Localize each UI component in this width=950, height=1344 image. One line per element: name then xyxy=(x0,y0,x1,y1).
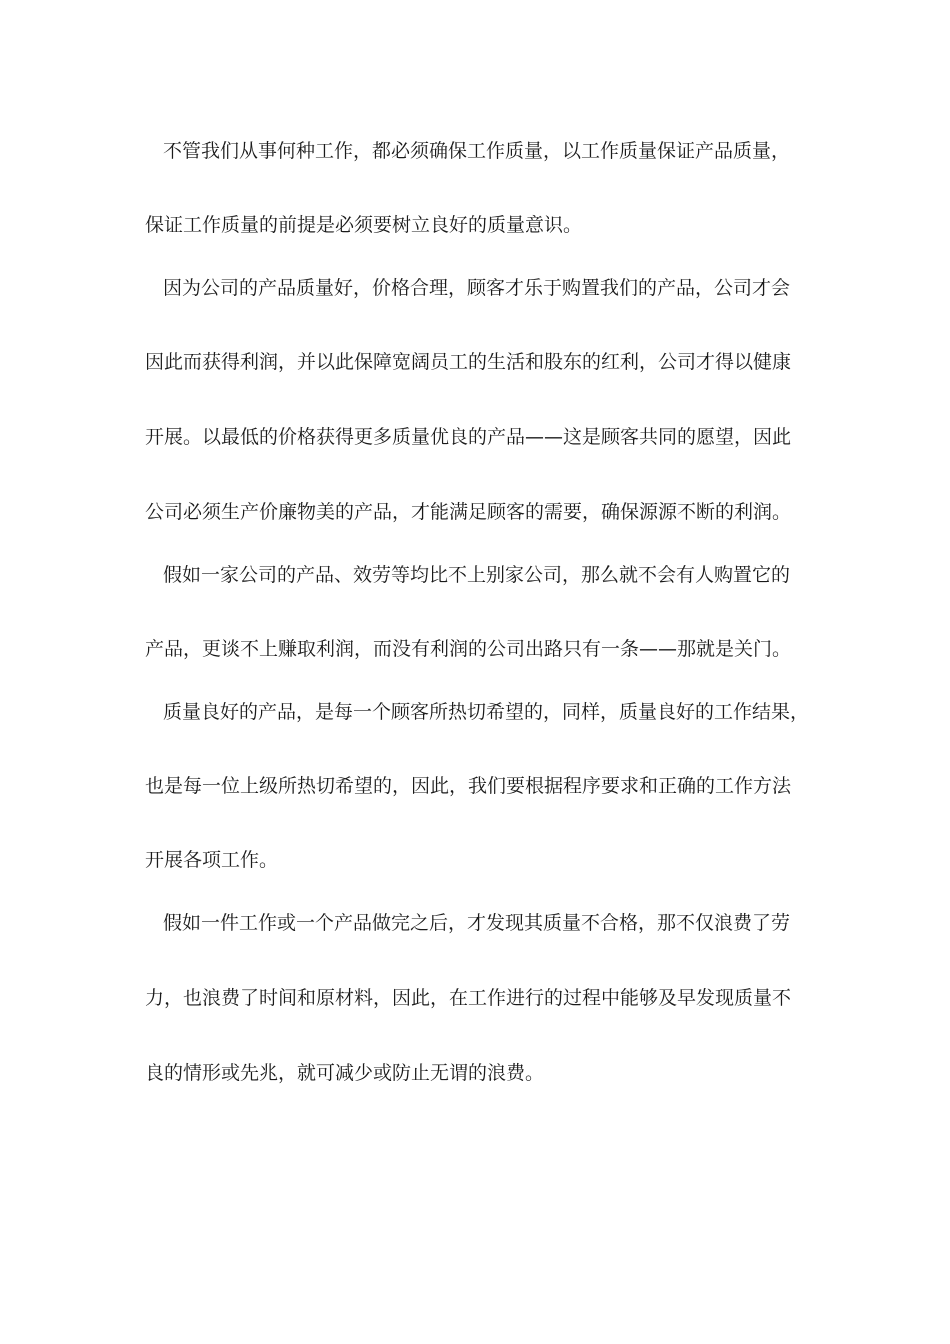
paragraph-1-line-1: 不管我们从事何种工作，都必须确保工作质量，以工作质量保证产品质量， xyxy=(163,140,791,162)
paragraph-4-line-3: 开展各项工作。 xyxy=(145,849,279,871)
paragraph-2-line-3: 开展。以最低的价格获得更多质量优良的产品——这是顾客共同的愿望，因此 xyxy=(145,426,792,448)
paragraph-4-line-1: 质量良好的产品，是每一个顾客所热切希望的，同样，质量良好的工作结果， xyxy=(163,701,810,723)
paragraph-5-line-3: 良的情形或先兆，就可减少或防止无谓的浪费。 xyxy=(145,1062,545,1084)
paragraph-2-line-2: 因此而获得利润，并以此保障宽阔员工的生活和股东的红利，公司才得以健康 xyxy=(145,351,792,373)
paragraph-3-line-2: 产品，更谈不上赚取利润，而没有利润的公司出路只有一条——那就是关门。 xyxy=(145,638,792,660)
paragraph-3-line-1: 假如一家公司的产品、效劳等均比不上别家公司，那么就不会有人购置它的 xyxy=(163,564,791,586)
paragraph-5-line-1: 假如一件工作或一个产品做完之后，才发现其质量不合格，那不仅浪费了劳 xyxy=(163,912,791,934)
paragraph-2-line-1: 因为公司的产品质量好，价格合理，顾客才乐于购置我们的产品，公司才会 xyxy=(163,277,791,299)
paragraph-4-line-2: 也是每一位上级所热切希望的，因此，我们要根据程序要求和正确的工作方法 xyxy=(145,775,792,797)
paragraph-2-line-4: 公司必须生产价廉物美的产品，才能满足顾客的需要，确保源源不断的利润。 xyxy=(145,501,792,523)
paragraph-5-line-2: 力，也浪费了时间和原材料，因此，在工作进行的过程中能够及早发现质量不 xyxy=(145,987,792,1009)
paragraph-1-line-2: 保证工作质量的前提是必须要树立良好的质量意识。 xyxy=(145,214,583,236)
